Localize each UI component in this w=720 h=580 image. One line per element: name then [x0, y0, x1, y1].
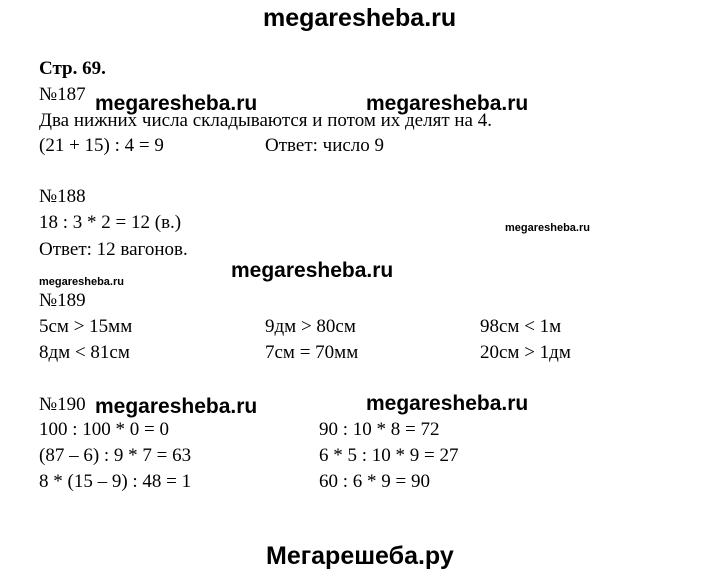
- problem-187-number: №187: [39, 84, 86, 105]
- comparison-item: 8дм < 81см: [39, 342, 130, 363]
- expression-right: 6 * 5 : 10 * 9 = 27: [319, 445, 459, 466]
- expression-left: (87 – 6) : 9 * 7 = 63: [39, 445, 192, 466]
- comparison-item: 5см > 15мм: [39, 316, 133, 337]
- problem-188-expression: 18 : 3 * 2 = 12 (в.): [39, 212, 182, 233]
- problem-189-number: №189: [39, 290, 86, 311]
- page-header: Стр. 69.: [39, 58, 106, 79]
- expression-left: 100 : 100 * 0 = 0: [39, 419, 169, 440]
- comparison-item: 7см = 70мм: [265, 342, 359, 363]
- comparison-item: 9дм > 80см: [265, 316, 356, 337]
- watermark-inline: megaresheba.ru: [366, 92, 529, 115]
- problem-188-answer: Ответ: 12 вагонов.: [39, 239, 188, 260]
- watermark-small: megaresheba.ru: [505, 222, 590, 234]
- watermark-inline: megaresheba.ru: [231, 259, 394, 282]
- problem-187-expression: (21 + 15) : 4 = 9: [39, 135, 164, 156]
- expression-left: 8 * (15 – 9) : 48 = 1: [39, 471, 192, 492]
- expression-right: 60 : 6 * 9 = 90: [319, 471, 430, 492]
- comparison-item: 20см > 1дм: [480, 342, 571, 363]
- watermark-small: megaresheba.ru: [39, 276, 124, 288]
- watermark-inline: megaresheba.ru: [95, 92, 258, 115]
- problem-188-number: №188: [39, 186, 86, 207]
- watermark-bottom: Мегарешеба.ру: [266, 542, 454, 570]
- problem-187-text: Два нижних числа складываются и потом их делят на 4.: [39, 110, 492, 131]
- comparison-item: 98см < 1м: [480, 316, 562, 337]
- expression-right: 90 : 10 * 8 = 72: [319, 419, 440, 440]
- problem-187-answer: Ответ: число 9: [265, 135, 385, 156]
- watermark-inline: megaresheba.ru: [95, 395, 258, 418]
- watermark-inline: megaresheba.ru: [366, 392, 529, 415]
- watermark-top: megaresheba.ru: [263, 4, 457, 32]
- problem-190-number: №190: [39, 394, 86, 415]
